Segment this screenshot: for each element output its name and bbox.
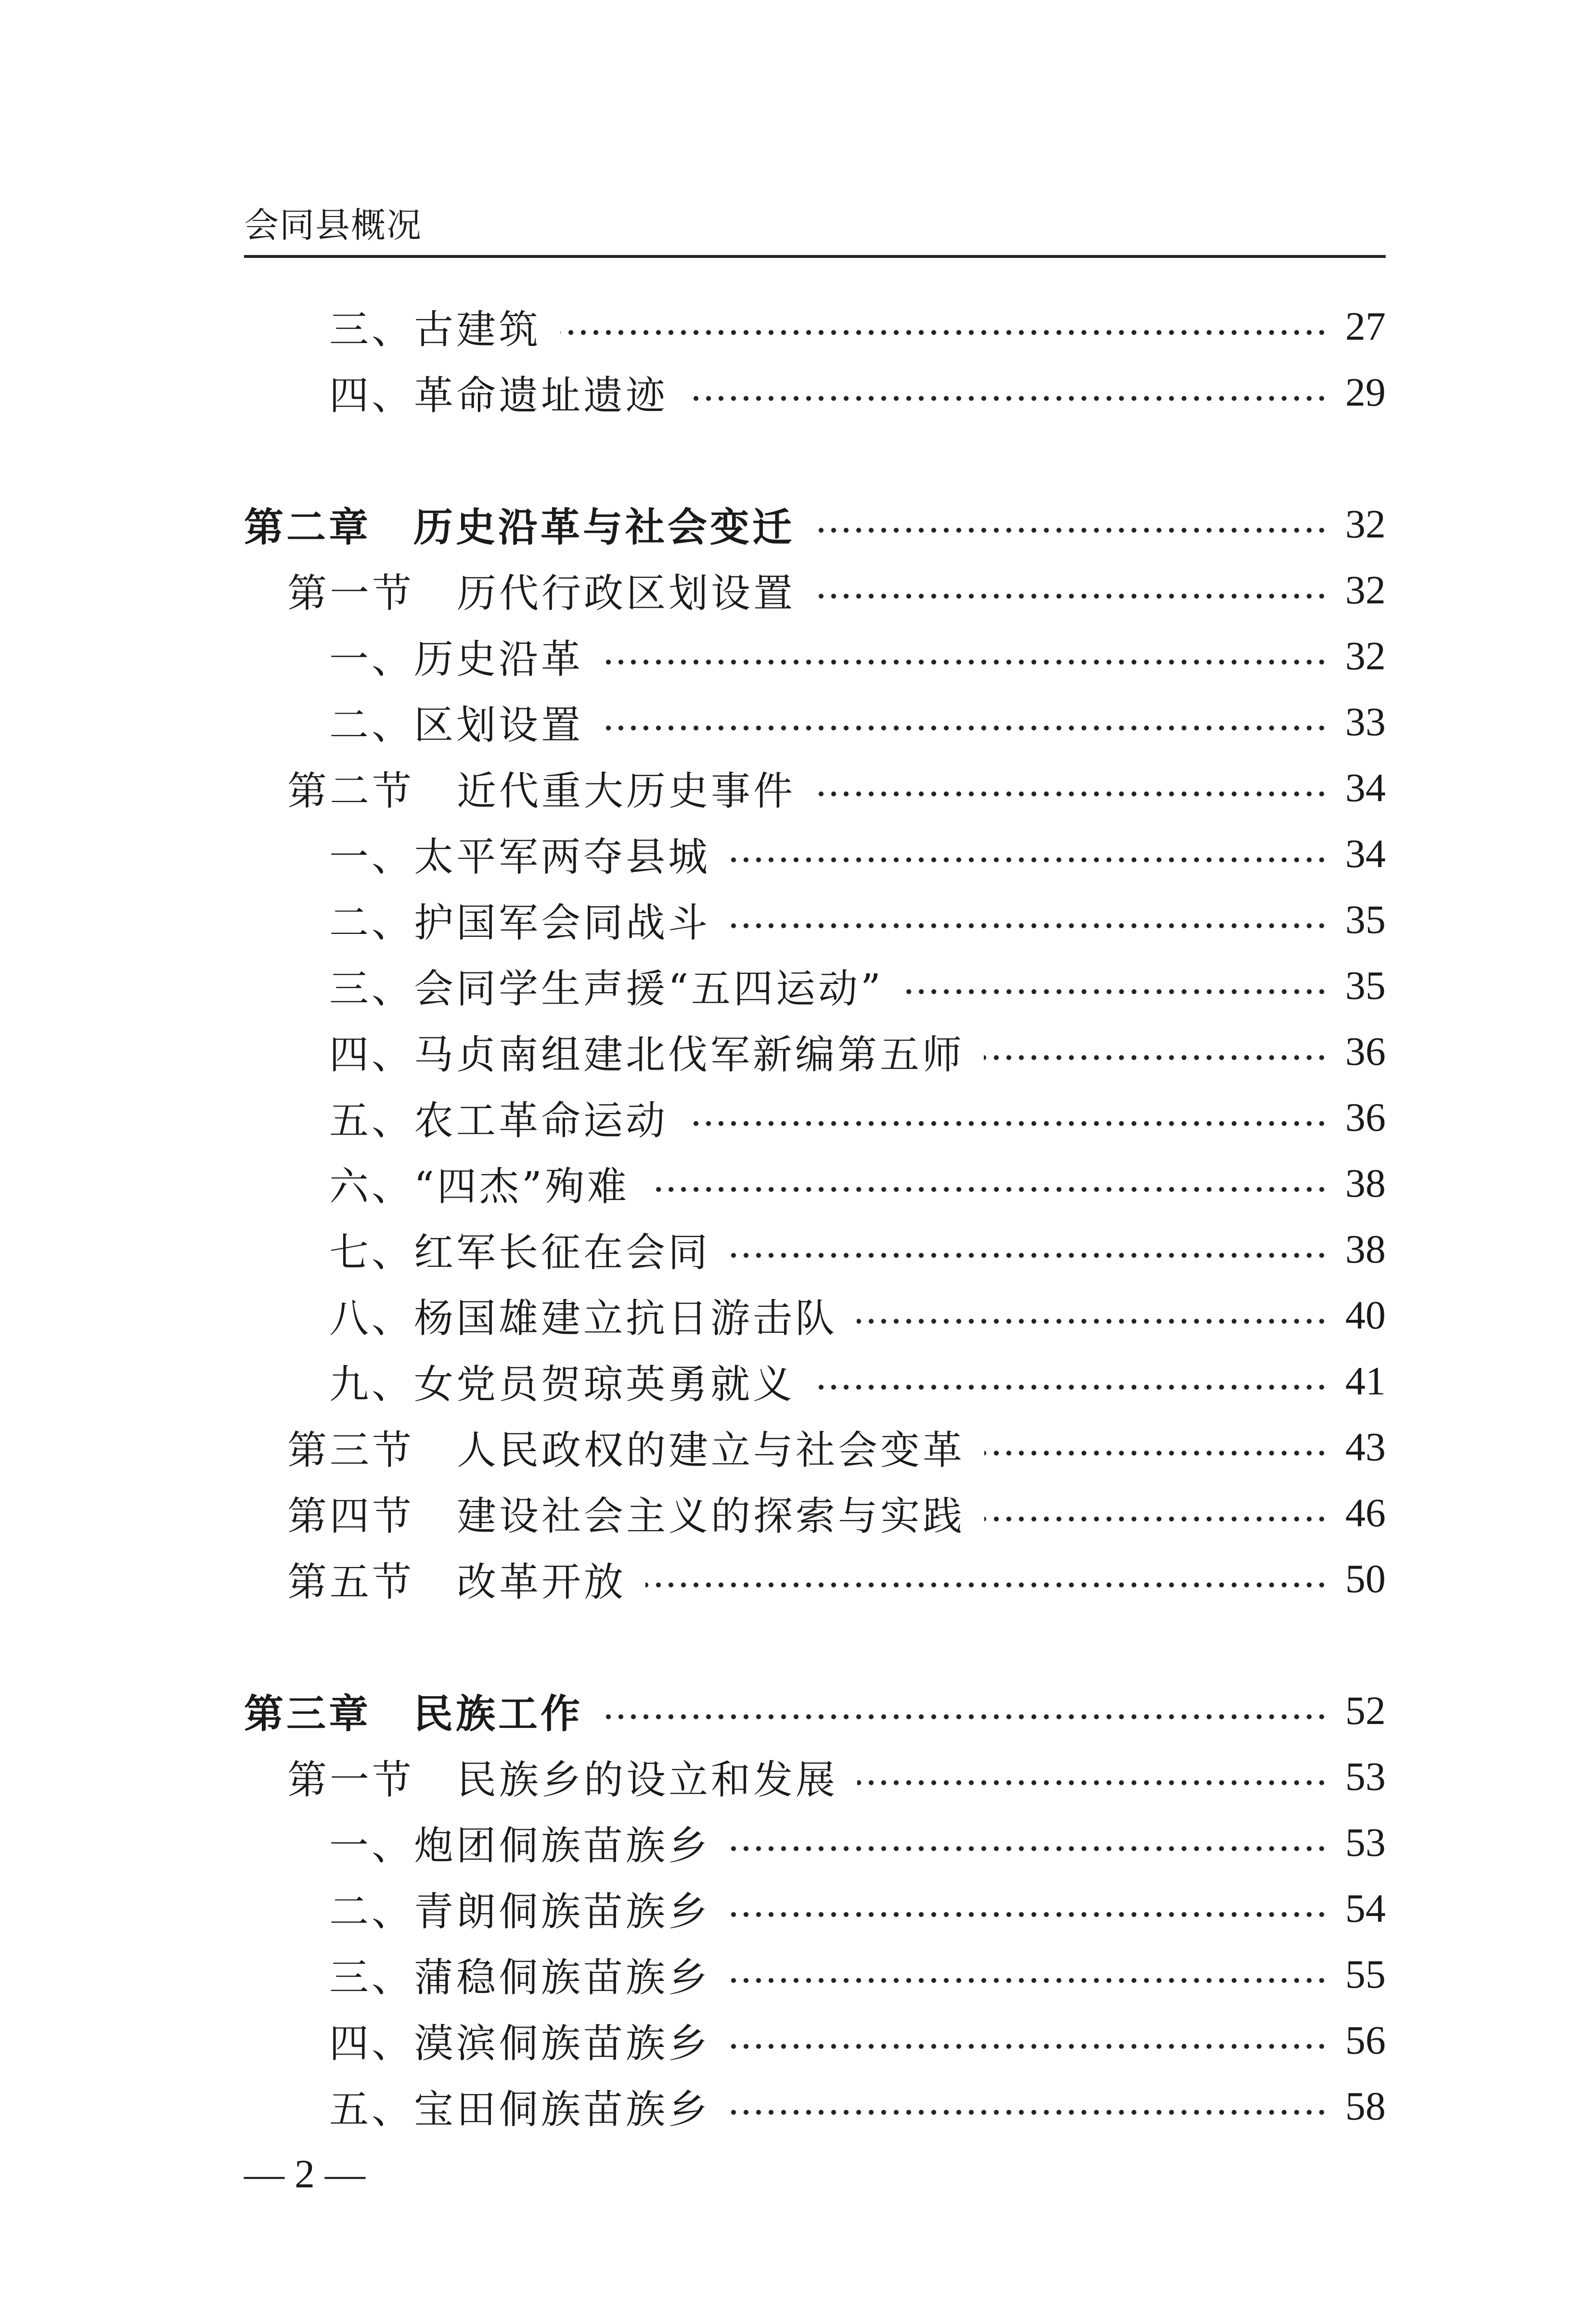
toc-entry-title: 五、宝田侗族苗族乡 [329,2087,711,2132]
toc-entry-item[interactable] [244,294,1386,359]
dot-leader [645,1580,1328,1590]
running-head-title: 会同县概况 [244,205,423,245]
toc-spacer [244,1612,1386,1678]
toc-entry-page: 53 [1345,1754,1386,1799]
toc-entry-item[interactable] [244,1282,1386,1348]
dot-leader [814,1382,1328,1392]
dot-leader [730,1844,1328,1853]
toc-entry-section[interactable] [244,755,1386,821]
toc-entry-item[interactable] [244,359,1386,425]
dot-leader [814,525,1328,535]
toc-entry-page: 38 [1345,1161,1386,1206]
toc-entry-title: 第二章 历史沿革与社会变迁 [244,505,795,550]
toc-entry-title: 二、区划设置 [329,702,584,748]
page-number: — 2 — [244,2152,365,2196]
toc-entry-title: 四、革命遗址遗迹 [329,373,669,419]
dot-leader [984,1448,1328,1458]
toc-entry-title: 二、护国军会同战斗 [329,900,711,946]
dot-leader [603,723,1328,733]
dot-leader [730,1910,1328,1919]
toc-entry-page: 32 [1345,634,1386,678]
toc-spacer [244,425,1386,491]
toc-entry-page: 41 [1345,1359,1386,1404]
toc-entry-page: 35 [1345,963,1386,1008]
toc-entry-title: 七、红军长征在会同 [329,1230,711,1276]
toc-entry-page: 43 [1345,1425,1386,1469]
dot-leader [730,855,1328,865]
dot-leader [730,2042,1328,2051]
toc-entry-page: 36 [1345,1095,1386,1140]
toc-entry-item[interactable] [244,821,1386,887]
toc-entry-page: 27 [1345,304,1386,349]
toc-entry-title: 二、青朗侗族苗族乡 [329,1889,711,1935]
dot-leader [730,1251,1328,1260]
toc-entry-page: 40 [1345,1293,1386,1338]
toc-entry-item[interactable] [244,887,1386,953]
toc-entry-page: 32 [1345,502,1386,547]
toc-entry-page: 52 [1345,1688,1386,1733]
dot-leader [984,1514,1328,1524]
toc-entry-item[interactable] [244,953,1386,1019]
toc-entry-page: 34 [1345,831,1386,876]
toc-entry-item[interactable] [244,2007,1386,2073]
toc-entry-item[interactable] [244,1085,1386,1150]
toc-entry-title: 一、太平军两夺县城 [329,834,711,880]
toc-entry-title: 第一节 民族乡的设立和发展 [287,1757,838,1803]
toc-entry-chapter[interactable] [244,491,1386,557]
toc-entry-title: 八、杨国雄建立抗日游击队 [329,1296,838,1341]
toc-entry-title: 第三节 人民政权的建立与社会变革 [287,1428,966,1473]
toc-entry-title: 第一节 历代行政区划设置 [287,571,796,616]
dot-leader [857,1316,1328,1326]
toc-entry-page: 46 [1345,1491,1386,1535]
toc-entry-title: 第三章 民族工作 [244,1691,583,1737]
toc-entry-page: 34 [1345,766,1386,810]
toc-entry-chapter[interactable] [244,1678,1386,1744]
toc-entry-section[interactable] [244,1414,1386,1480]
dot-leader [687,1119,1328,1128]
toc-entry-title: 三、会同学生声援“五四运动” [329,966,884,1012]
dot-leader [730,921,1328,931]
toc-entry-page: 54 [1345,1886,1386,1931]
dot-leader [560,328,1328,337]
toc-entry-title: 第二节 近代重大历史事件 [287,768,796,814]
toc-entry-title: 一、炮团侗族苗族乡 [329,1823,711,1869]
toc-entry-section[interactable] [244,1480,1386,1546]
toc-entry-page: 35 [1345,897,1386,942]
toc-entry-item[interactable] [244,1216,1386,1282]
toc-entry-title: 五、农工革命运动 [329,1098,669,1144]
dot-leader [857,1778,1328,1788]
toc-entry-item[interactable] [244,1876,1386,1941]
toc-entry-page: 55 [1345,1952,1386,1997]
toc-entry-page: 38 [1345,1227,1386,1272]
dot-leader [815,789,1328,799]
toc-entry-item[interactable] [244,689,1386,755]
toc-entry-title: 三、古建筑 [329,307,541,353]
dot-leader [984,1053,1328,1062]
toc-entry-item[interactable] [244,1810,1386,1876]
toc-entry-page: 33 [1345,700,1386,744]
toc-entry-title: 一、历史沿革 [329,637,584,682]
dot-leader [602,1712,1328,1722]
toc-entry-page: 29 [1345,370,1386,415]
dot-leader [687,394,1328,403]
toc-entry-item[interactable] [244,1019,1386,1085]
toc-entry-title: 四、漠滨侗族苗族乡 [329,2021,711,2067]
toc-entry-item[interactable] [244,1941,1386,2007]
toc-entry-item[interactable] [244,2073,1386,2139]
header-rule [244,255,1386,258]
toc-entry-title: 四、马贞南组建北伐军新编第五师 [329,1032,965,1078]
dot-leader [903,987,1328,996]
toc-entry-item[interactable] [244,1150,1386,1216]
toc-entry-title: 第五节 改革开放 [287,1559,627,1605]
toc-entry-title: 六、“四杰”殉难 [329,1164,630,1210]
toc-entry-section[interactable] [244,557,1386,623]
toc-entry-section[interactable] [244,1744,1386,1810]
toc-entry-page: 32 [1345,568,1386,613]
dot-leader [815,591,1328,601]
toc-entry-item[interactable] [244,1348,1386,1414]
toc-entry-title: 九、女党员贺琼英勇就义 [329,1362,796,1407]
dot-leader [730,2107,1328,2117]
toc-entry-page: 50 [1345,1557,1386,1601]
dot-leader [730,1976,1328,1985]
toc-entry-title: 第四节 建设社会主义的探索与实践 [287,1494,966,1539]
toc-entry-title: 三、蒲稳侗族苗族乡 [329,1955,711,2001]
toc-entry-item[interactable] [244,623,1386,689]
dot-leader [603,657,1328,667]
dot-leader [649,1185,1328,1194]
toc-entry-page: 56 [1345,2018,1386,2063]
toc-entry-section[interactable] [244,1546,1386,1612]
toc-entry-page: 36 [1345,1029,1386,1074]
table-of-contents [244,294,1386,2139]
toc-entry-page: 53 [1345,1820,1386,1865]
toc-entry-page: 58 [1345,2084,1386,2129]
